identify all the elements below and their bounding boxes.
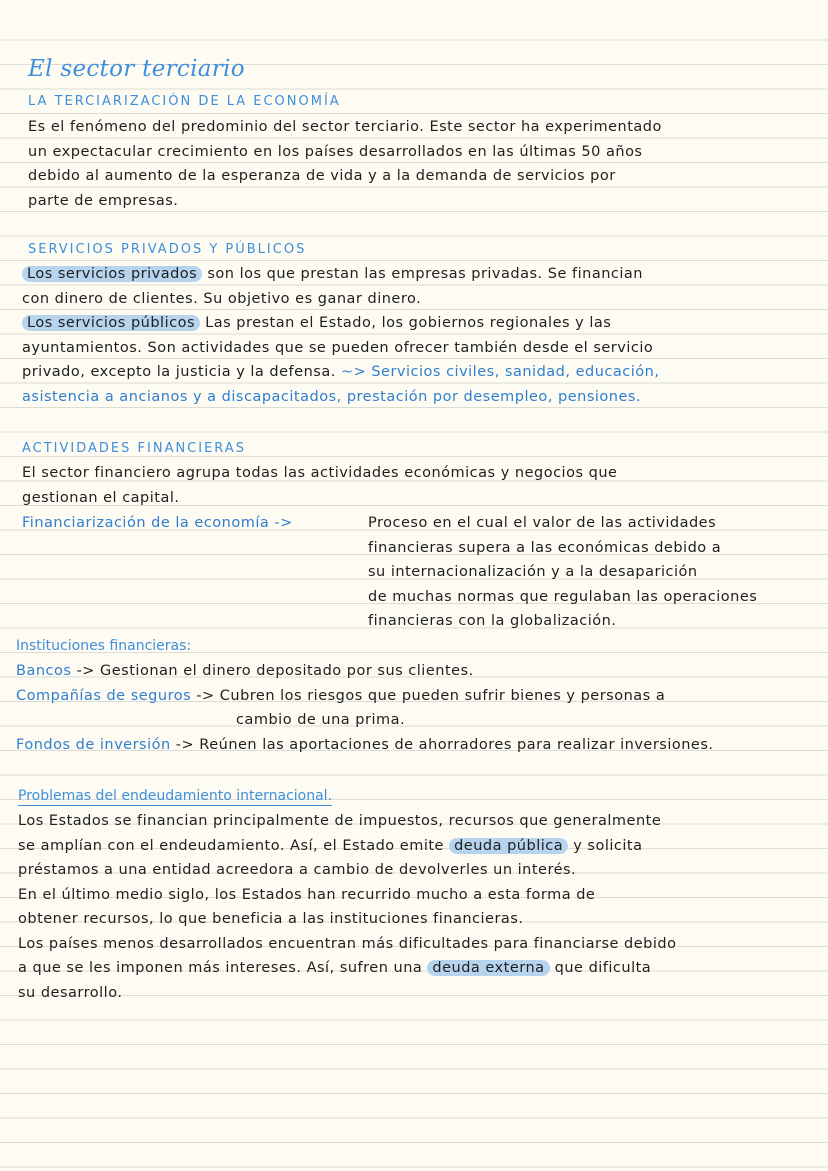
text-line: debido al aumento de la esperanza de vida y a la demanda de servicios por xyxy=(28,168,616,184)
paragraph-sector-financiero xyxy=(22,461,617,510)
heading-actividades-financieras: ACTIVIDADES FINANCIERAS xyxy=(22,441,246,456)
text-line xyxy=(22,360,659,385)
text-span: -> Gestionan el dinero depositado por sus clientes. xyxy=(71,663,474,679)
text-span: que dificulta xyxy=(549,960,652,976)
text-span: privado, excepto la justicia y la defensa. xyxy=(22,364,336,380)
text-span: Las prestan el Estado, los gobiernos regionales y las xyxy=(200,315,612,331)
list-item-continuation: cambio de una prima. xyxy=(236,712,406,728)
text-line: su desarrollo. xyxy=(18,984,123,1001)
text-line: un expectacular crecimiento en los países desarrollados en las últimas 50 años xyxy=(28,143,643,160)
text-span: -> Cubren los riesgos que pueden sufrir bienes y personas a xyxy=(191,687,666,704)
text-line xyxy=(22,262,659,287)
heading-servicios: SERVICIOS PRIVADOS Y PÚBLICOS xyxy=(28,242,307,257)
text-span: son los que prestan las empresas privadas. Se financian xyxy=(202,266,643,282)
text-line: con dinero de clientes. Su objetivo es ganar dinero. xyxy=(22,290,422,307)
page-title: El sector terciario xyxy=(28,56,245,82)
term-financiarizacion: Financiarización de la economía xyxy=(22,515,270,531)
text-line: Los países menos desarrollados encuentran más dificultades para financiarse debido xyxy=(18,935,677,952)
arrow: -> xyxy=(269,515,293,531)
text-span: a que se les imponen más intereses. Así, sufren una xyxy=(18,960,428,976)
text-line: obtener recursos, lo que beneficia a las instituciones financieras. xyxy=(18,911,524,927)
highlight-servicios-publicos: Los servicios públicos xyxy=(22,315,200,331)
highlight-servicios-privados: Los servicios privados xyxy=(22,266,202,282)
text-line xyxy=(22,311,659,336)
text-line: de muchas normas que regulaban las operaciones xyxy=(368,588,758,605)
term-seguros: Compañías de seguros xyxy=(16,687,192,704)
paragraph-endeudamiento xyxy=(18,809,676,1005)
instituciones-list xyxy=(16,659,714,757)
paragraph-terciarizacion xyxy=(28,115,662,213)
highlight-deuda-publica: deuda pública xyxy=(449,838,568,854)
text-line: ayuntamientos. Son actividades que se pueden ofrecer también desde el servicio xyxy=(22,339,654,356)
text-line: Los Estados se financian principalmente de impuestos, recursos que generalmente xyxy=(18,813,662,829)
heading-problemas-text: Problemas del endeudamiento internacional. xyxy=(18,788,333,804)
heading-terciarizacion: LA TERCIARIZACIÓN DE LA ECONOMÍA xyxy=(28,94,341,109)
text-line xyxy=(18,834,676,859)
heading-problemas xyxy=(18,788,332,804)
highlight-deuda-externa: deuda externa xyxy=(427,960,549,976)
list-item xyxy=(16,659,714,684)
text-line: Proceso en el cual el valor de las actividades xyxy=(368,515,717,531)
financiarizacion-block xyxy=(22,511,293,536)
text-span: y solicita xyxy=(568,837,643,854)
text-line: préstamos a una entidad acreedora a cambio de devolverles un interés. xyxy=(18,862,577,878)
text-span: se amplían con el endeudamiento. Así, el Estado emite xyxy=(18,837,450,854)
text-line: asistencia a ancianos y a discapacitados, prestación por desempleo, pensiones. xyxy=(22,388,642,405)
heading-instituciones: Instituciones financieras: xyxy=(16,638,192,654)
term-bancos: Bancos xyxy=(16,663,72,679)
text-line xyxy=(18,956,676,981)
servicios-list: ~> Servicios civiles, sanidad, educación, xyxy=(335,364,660,380)
text-span: -> Reúnen las aportaciones de ahorradores para realizar inversiones. xyxy=(170,736,714,753)
text-line: financieras supera a las económicas debido a xyxy=(368,539,722,556)
text-line: su internacionalización y a la desaparición xyxy=(368,564,698,580)
text-line: En el último medio siglo, los Estados han recurrido mucho a esta forma de xyxy=(18,886,596,903)
text-line: gestionan el capital. xyxy=(22,489,180,506)
list-item xyxy=(16,684,714,709)
text-line: parte de empresas. xyxy=(28,192,179,209)
text-line: financieras con la globalización. xyxy=(368,613,617,629)
text-line: El sector financiero agrupa todas las actividades económicas y negocios que xyxy=(22,465,618,481)
paragraph-servicios xyxy=(22,262,659,409)
list-item xyxy=(16,733,714,758)
definition-financiarizacion xyxy=(368,511,757,634)
term-fondos: Fondos de inversión xyxy=(16,736,171,753)
text-line: Es el fenómeno del predominio del sector terciario. Este sector ha experimentado xyxy=(28,119,662,135)
